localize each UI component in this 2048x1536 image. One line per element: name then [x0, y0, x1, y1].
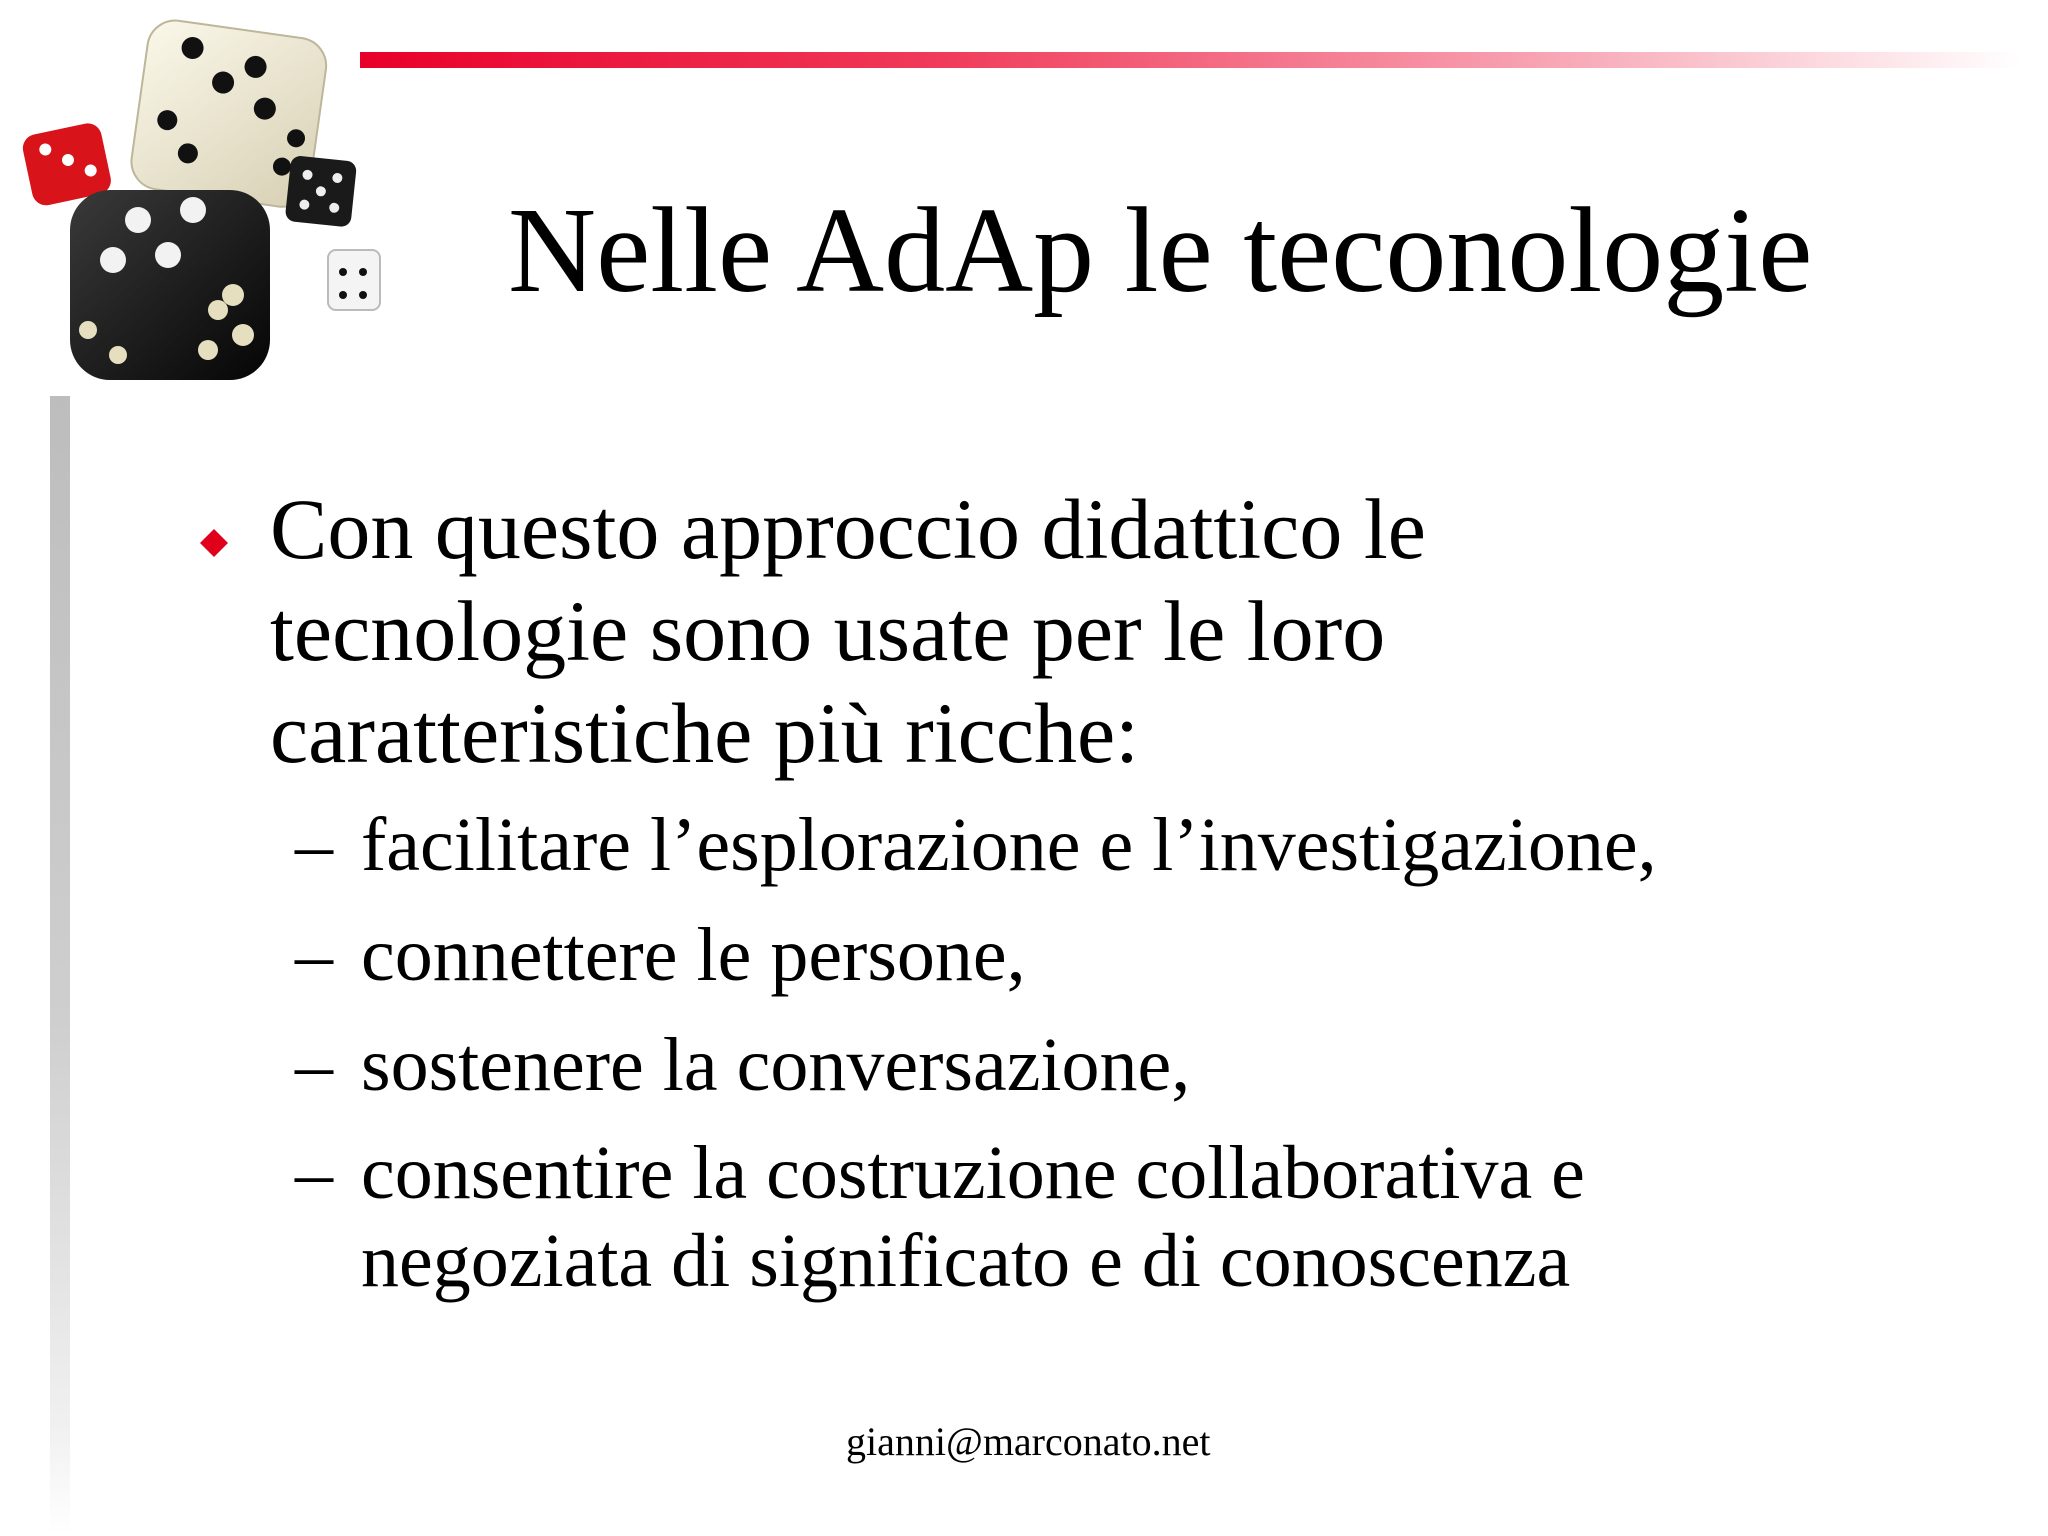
sub-item — [295, 802, 1995, 888]
sub-item — [295, 1130, 1995, 1306]
main-bullet-line: tecnologie sono usate per le loro — [270, 583, 1386, 679]
diamond-bullet-icon — [198, 527, 230, 559]
main-bullet — [270, 478, 1870, 784]
dice-cluster-icon — [18, 10, 398, 390]
dash-marker: – — [295, 803, 333, 887]
sub-item-text: consentire la costruzione collaborativa e — [361, 1131, 1585, 1215]
footer-email: gianni@marconato.net — [846, 1419, 1211, 1464]
sub-item-text: sostenere la conversazione, — [361, 1023, 1191, 1107]
slide-title: Nelle AdAp le teconologie — [508, 183, 1813, 318]
accent-gradient-bar — [360, 52, 2020, 68]
dash-marker: – — [295, 1023, 333, 1107]
sub-item-text: negoziata di significato e di conoscenza — [361, 1219, 1571, 1303]
sub-item-text: connettere le persone, — [361, 913, 1026, 997]
dash-marker: – — [295, 1131, 333, 1215]
dash-marker: – — [295, 913, 333, 997]
main-bullet-line: Con questo approccio didattico le — [270, 481, 1426, 577]
side-gradient-bar — [50, 396, 70, 1536]
sub-item-text: facilitare l’esplorazione e l’investigazione, — [361, 803, 1657, 887]
main-bullet-line: caratteristiche più ricche: — [270, 685, 1140, 781]
sub-item — [295, 912, 1995, 998]
sub-item — [295, 1022, 1995, 1108]
